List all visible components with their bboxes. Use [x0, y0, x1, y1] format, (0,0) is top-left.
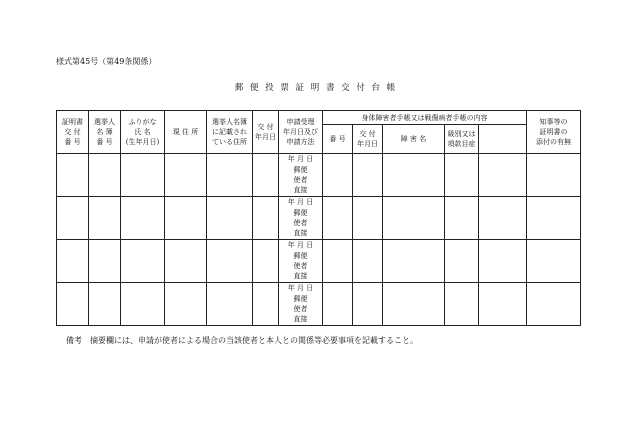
cell-handbook-date[interactable] — [353, 283, 383, 326]
cell-name[interactable] — [121, 283, 165, 326]
header-application: 申請受理 年月日及び 申請方法 — [279, 111, 323, 154]
cell-registry-address[interactable] — [207, 197, 253, 240]
cell-application-method[interactable]: 年 月 日 郵便 使者 直接 — [279, 197, 323, 240]
table-row — [57, 283, 581, 326]
cell-registry-address[interactable] — [207, 240, 253, 283]
cell-application-method[interactable]: 年 月 日 郵便 使者 直接 — [279, 283, 323, 326]
cell-cert-no[interactable] — [57, 283, 89, 326]
cell-disability[interactable] — [383, 283, 445, 326]
table-row — [57, 240, 581, 283]
header-handbook-group: 身体障害者手帳又は戦傷病者手帳の内容 — [323, 111, 527, 125]
cell-handbook-no[interactable] — [323, 283, 353, 326]
cell-governor-cert[interactable] — [479, 154, 527, 197]
table-row — [57, 154, 581, 197]
header-handbook-no: 番 号 — [323, 125, 353, 154]
cell-handbook-no[interactable] — [323, 197, 353, 240]
cell-cert-no[interactable] — [57, 240, 89, 283]
cell-address[interactable] — [165, 283, 207, 326]
cell-registry-address[interactable] — [207, 154, 253, 197]
cell-address[interactable] — [165, 197, 207, 240]
cell-grade[interactable] — [445, 154, 479, 197]
document-title: 郵 便 投 票 証 明 書 交 付 台 帳 — [234, 83, 396, 93]
cell-handbook-no[interactable] — [323, 240, 353, 283]
cell-remarks[interactable] — [527, 197, 581, 240]
cell-cert-no[interactable] — [57, 154, 89, 197]
cell-remarks[interactable] — [527, 240, 581, 283]
cell-voter-no[interactable] — [89, 197, 121, 240]
cell-governor-cert[interactable] — [479, 283, 527, 326]
cell-application-method[interactable]: 年 月 日 郵便 使者 直接 — [279, 154, 323, 197]
header-registry-address: 選挙人名簿 に記載され ている住所 — [207, 111, 253, 154]
cell-cert-no[interactable] — [57, 197, 89, 240]
cell-issue-date[interactable] — [253, 154, 279, 197]
header-disability: 障 害 名 — [383, 125, 445, 154]
cell-issue-date[interactable] — [253, 240, 279, 283]
cell-governor-cert[interactable] — [479, 197, 527, 240]
form-number: 様式第45号（第49条関係） — [56, 57, 157, 66]
cell-handbook-date[interactable] — [353, 154, 383, 197]
cell-issue-date[interactable] — [253, 283, 279, 326]
header-address: 現 住 所 — [165, 111, 207, 154]
cell-remarks[interactable] — [527, 283, 581, 326]
cell-handbook-date[interactable] — [353, 197, 383, 240]
header-governor-cert: 知事等の 証明書の 添付の有無 — [527, 111, 581, 154]
table-row — [57, 197, 581, 240]
header-handbook-date: 交 付 年月日 — [353, 125, 383, 154]
cell-handbook-no[interactable] — [323, 154, 353, 197]
cell-address[interactable] — [165, 240, 207, 283]
header-cert-no: 証明書 交 付 番 号 — [57, 111, 89, 154]
cell-disability[interactable] — [383, 154, 445, 197]
cell-issue-date[interactable] — [253, 197, 279, 240]
cell-application-method[interactable]: 年 月 日 郵便 使者 直接 — [279, 240, 323, 283]
header-name: ふりがな 氏 名 (生年月日) — [121, 111, 165, 154]
footnote: 備考 摘要欄には、申請が使者による場合の当該使者と本人との関係等必要事項を記載すること。 — [66, 336, 418, 345]
cell-name[interactable] — [121, 154, 165, 197]
cell-grade[interactable] — [445, 240, 479, 283]
cell-name[interactable] — [121, 197, 165, 240]
cell-name[interactable] — [121, 240, 165, 283]
header-grade: 級別又は 項款目症 — [445, 125, 479, 154]
cell-voter-no[interactable] — [89, 283, 121, 326]
cell-disability[interactable] — [383, 197, 445, 240]
header-issue-date: 交 付 年月日 — [253, 111, 279, 154]
cell-address[interactable] — [165, 154, 207, 197]
cell-governor-cert[interactable] — [479, 240, 527, 283]
cell-voter-no[interactable] — [89, 154, 121, 197]
header-row-1 — [57, 111, 581, 125]
cell-grade[interactable] — [445, 283, 479, 326]
cell-handbook-date[interactable] — [353, 240, 383, 283]
ledger-table — [56, 110, 581, 326]
cell-grade[interactable] — [445, 197, 479, 240]
header-voter-no: 選挙人 名 簿 番 号 — [89, 111, 121, 154]
cell-registry-address[interactable] — [207, 283, 253, 326]
cell-disability[interactable] — [383, 240, 445, 283]
cell-remarks[interactable] — [527, 154, 581, 197]
cell-voter-no[interactable] — [89, 240, 121, 283]
